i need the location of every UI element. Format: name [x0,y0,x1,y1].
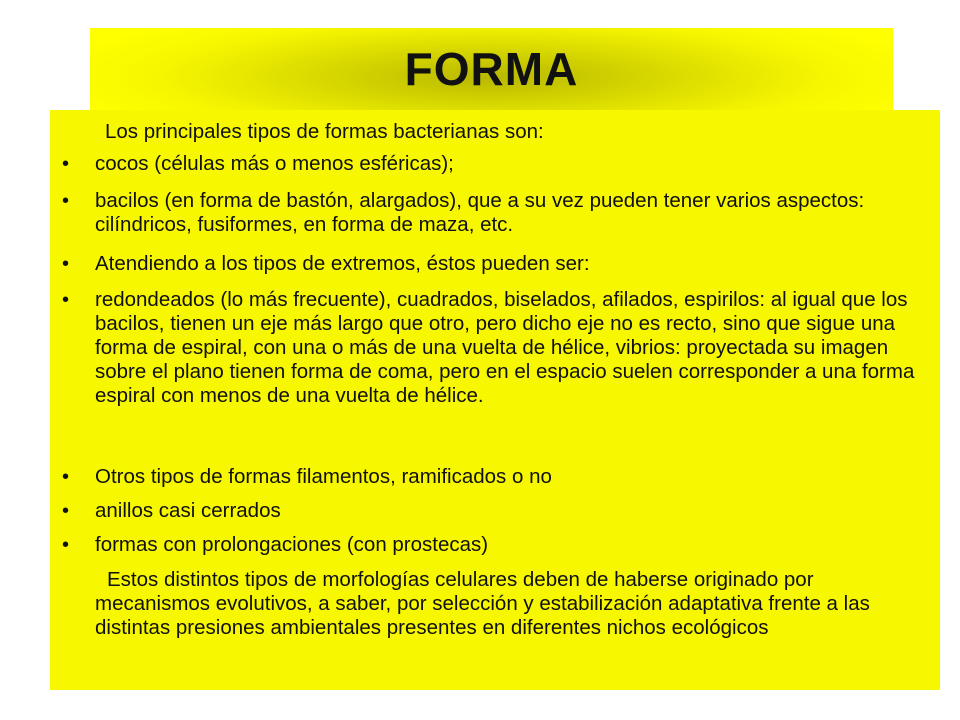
list-item [62,288,925,408]
list-item-text: redondeados (lo más frecuente), cuadrados, biselados, afilados, espirilos: al igual que los bacilos, tienen un eje más largo que otro, pero dicho eje no es recto, sino que sigue una forma de espiral, con una o más de una vuelta de hélice, vibrios: proyectada su imagen sobre el plano tienen forma de coma, pero en el espacio suelen corresponder a una forma espiral con menos de una vuelta de hélice. [95,288,915,407]
bullet-icon: • [62,190,70,212]
title-banner [90,28,893,110]
list-item-text: cocos (células más o menos esféricas); [95,152,454,175]
list-item-text: Otros tipos de formas filamentos, ramificados o no [95,465,552,488]
list-item-text: bacilos (en forma de bastón, alargados), que a su vez pueden tener varios aspectos: cilíndricos, fusiformes, en forma de maza, etc. [95,189,865,236]
closing-paragraph: Estos distintos tipos de morfologías celulares deben de haberse originado por mecanismos evolutivos, a saber, por selección y estabilización adaptativa frente a las distintas presiones ambientales presentes en diferentes nichos ecológicos [95,568,870,639]
list-item-text: Atendiendo a los tipos de extremos, éstos pueden ser: [95,252,590,275]
list-item-text: formas con prolongaciones (con prostecas) [95,533,489,556]
bullet-icon: • [62,500,70,522]
list-item [62,152,925,176]
list-item [62,499,925,523]
list-item [62,533,925,557]
bullet-icon: • [62,253,70,275]
slide-title: FORMA [404,43,579,95]
bullet-icon: • [62,153,70,175]
bullet-icon: • [62,534,70,556]
content-panel [50,110,940,690]
list-item [62,465,925,489]
intro-text: Los principales tipos de formas bacterianas son: [105,120,544,143]
list-item-text: anillos casi cerrados [95,499,281,522]
bullet-icon: • [62,289,70,311]
bullet-icon: • [62,466,70,488]
list-item [62,189,925,237]
list-item [62,252,925,276]
